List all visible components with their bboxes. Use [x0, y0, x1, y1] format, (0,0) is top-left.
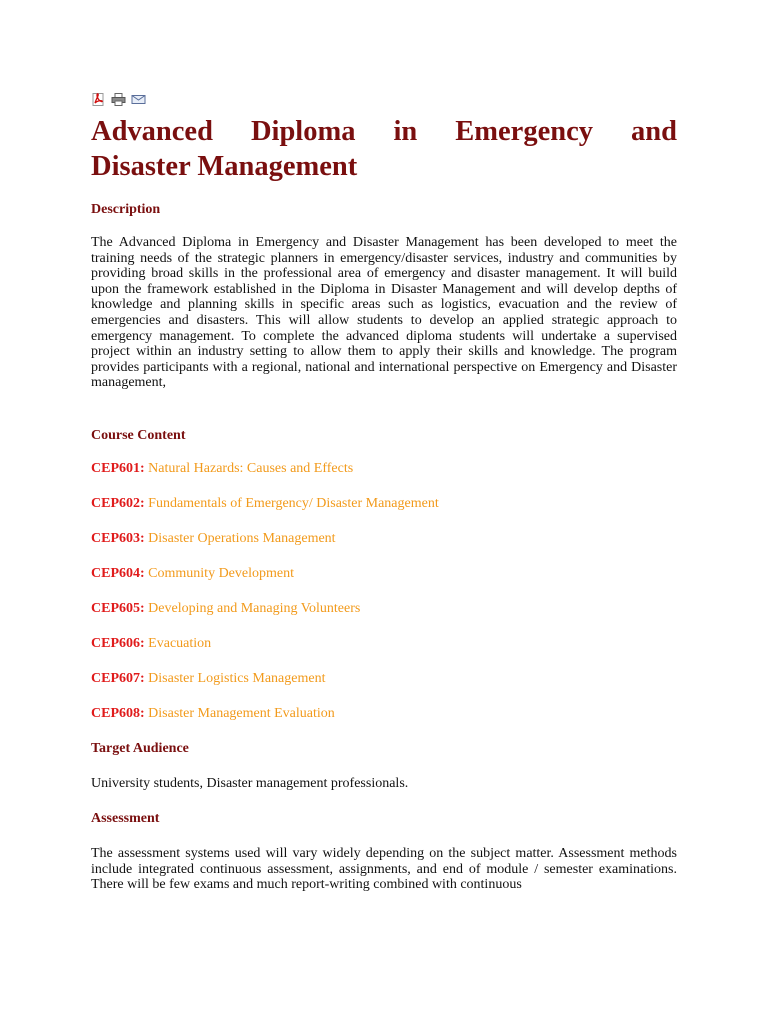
course-item	[91, 636, 211, 652]
pdf-icon[interactable]	[91, 93, 106, 106]
target-audience-body: University students, Disaster management professionals.	[91, 776, 409, 791]
assessment-body: The assessment systems used will vary widely depending on the subject matter. Assessment methods include integrated continuous assessment, assignments, and end of module / semester examinations. There will be few exams and much report-writing combined with continuous	[91, 846, 677, 893]
course-item	[91, 601, 360, 617]
course-link[interactable]: Evacuation	[148, 636, 212, 651]
course-link[interactable]: Disaster Logistics Management	[148, 671, 326, 686]
course-item	[91, 496, 439, 512]
description-body: The Advanced Diploma in Emergency and Disaster Management has been developed to meet the training needs of the strategic planners in emergency/disaster services, industry and communities by providing broad skills in the professional area of emergency and disaster management. It will build upon the framework established in the Diploma in Disaster Management and will develop depths of knowledge and planning skills in specific areas such as logistics, evacuation and the review of emergencies and disasters. This will allow students to develop an applied strategic approach to emergency management. To complete the advanced diploma students will undertake a supervised project within an industry setting to allow them to apply their skills and knowledge. The program provides participants with a regional, national and international perspective on Emergency and Disaster management,	[91, 235, 677, 391]
course-link[interactable]: Developing and Managing Volunteers	[148, 601, 361, 616]
course-link[interactable]: Disaster Management Evaluation	[148, 706, 335, 721]
course-code: CEP603:	[91, 531, 145, 546]
page-title	[91, 114, 677, 184]
course-item	[91, 566, 294, 582]
description-heading: Description	[91, 202, 161, 217]
course-item	[91, 461, 353, 477]
title-word: Emergency	[455, 116, 593, 147]
course-content-heading: Course Content	[91, 428, 186, 443]
course-link[interactable]: Disaster Operations Management	[148, 531, 336, 546]
course-code: CEP608:	[91, 706, 145, 721]
course-item	[91, 671, 325, 687]
title-word: and	[631, 116, 677, 147]
course-code: CEP601:	[91, 461, 145, 476]
course-link[interactable]: Community Development	[148, 566, 294, 581]
course-code: CEP604:	[91, 566, 145, 581]
print-icon[interactable]	[111, 93, 126, 106]
course-code: CEP605:	[91, 601, 145, 616]
document-toolbar	[91, 93, 146, 106]
assessment-heading: Assessment	[91, 811, 160, 826]
target-audience-heading: Target Audience	[91, 741, 189, 756]
course-code: CEP606:	[91, 636, 145, 651]
course-link[interactable]: Fundamentals of Emergency/ Disaster Management	[148, 496, 439, 511]
course-code: CEP602:	[91, 496, 145, 511]
title-word: in	[393, 116, 418, 147]
course-code: CEP607:	[91, 671, 145, 686]
course-link[interactable]: Natural Hazards: Causes and Effects	[148, 461, 354, 476]
email-icon[interactable]	[131, 93, 146, 106]
title-line-2: Disaster Management	[91, 151, 358, 182]
title-word: Advanced	[91, 116, 213, 147]
title-word: Diploma	[250, 116, 356, 147]
course-item	[91, 706, 335, 722]
course-item	[91, 531, 336, 547]
